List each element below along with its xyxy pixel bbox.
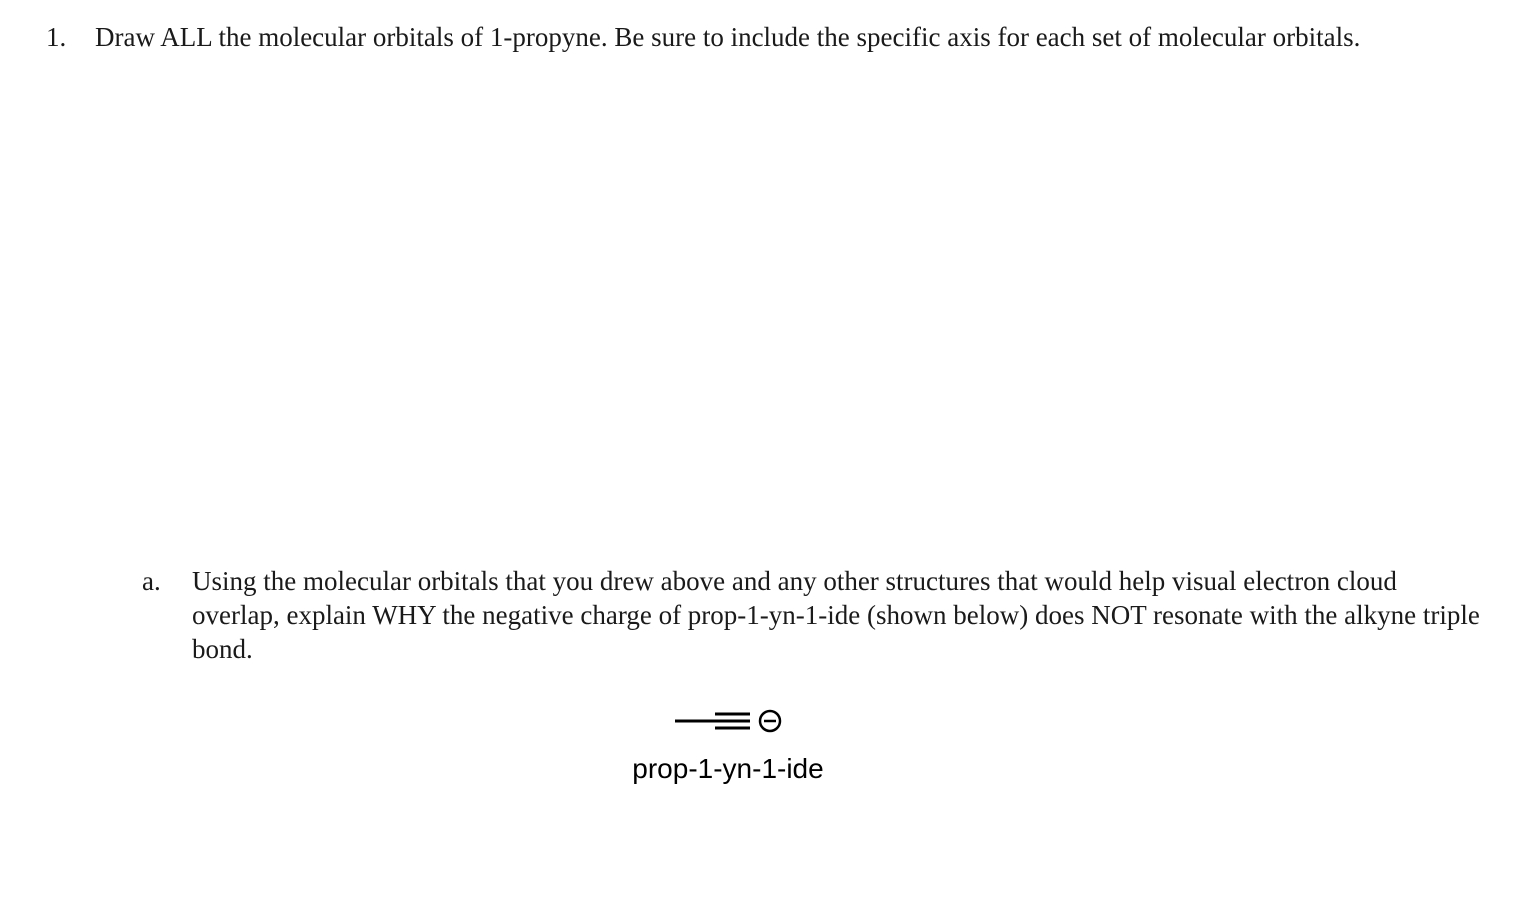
question-number: 1. (46, 22, 67, 52)
negative-charge-icon (760, 711, 780, 731)
subquestion-letter: a. (142, 566, 161, 596)
triple-bond (715, 714, 750, 728)
propynide-structure (670, 704, 790, 740)
subquestion-text: Using the molecular orbitals that you drew above and any other structures that would help visual electron cloud overlap, explain WHY the negative charge of prop-1-yn-1-ide (shown below) does NOT resonate with the alkyne triple bond. (192, 566, 1480, 664)
structure-caption: prop-1-yn-1-ide (632, 753, 824, 784)
question-text: Draw ALL the molecular orbitals of 1-propyne. Be sure to include the specific axis for each set of molecular orbitals. (95, 22, 1361, 52)
